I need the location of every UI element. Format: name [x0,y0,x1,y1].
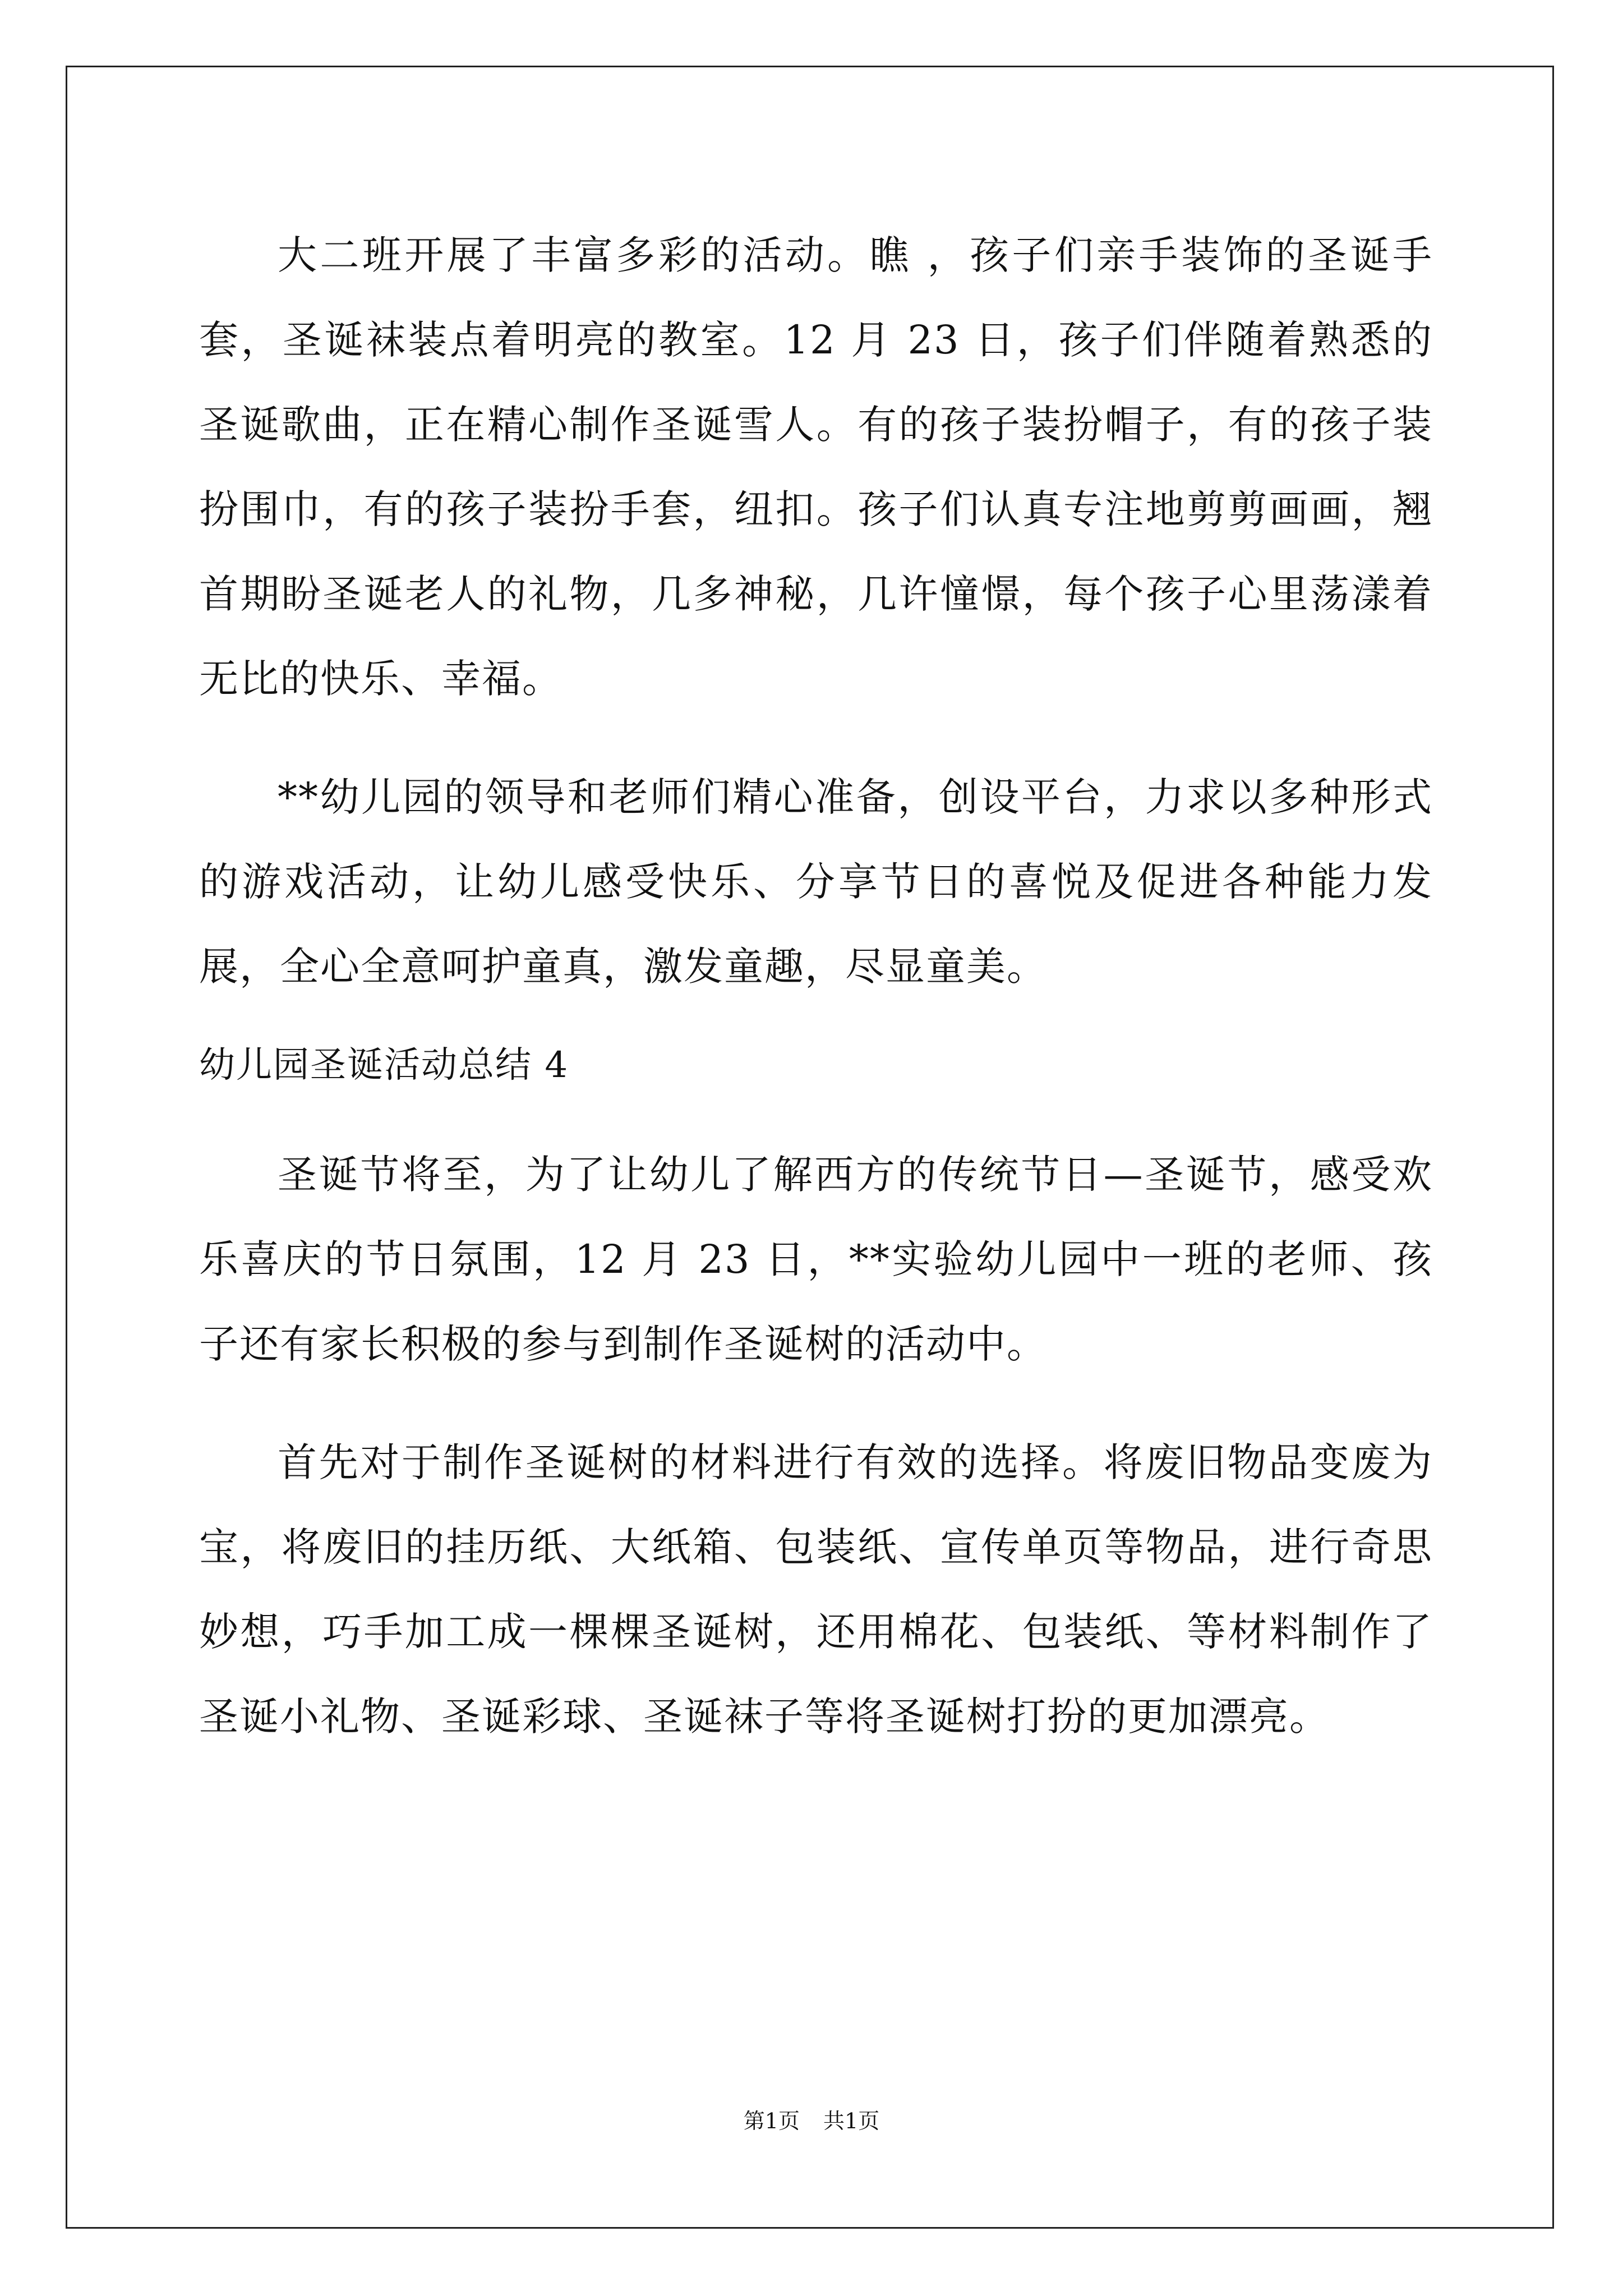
page-number-total: 共1页 [823,2109,880,2133]
section-heading: 幼儿园圣诞活动总结 4 [199,1045,569,1086]
document-body [199,213,1433,1759]
page-number-current: 第1页 [743,2109,800,2133]
paragraph-kindergarten-leaders: **幼儿园的领导和老师们精心准备，创设平台，力求以多种形式的游戏活动，让幼儿感受快乐、分享节日的喜悦及促进各种能力发展，全心全意呵护童真，激发童趣，尽显童美。 [199,774,1433,990]
paragraph-class-activities: 大二班开展了丰富多彩的活动。瞧 ，孩子们亲手装饰的圣诞手套，圣诞袜装点着明亮的教室。12 月 23 日，孩子们伴随着熟悉的圣诞歌曲，正在精心制作圣诞雪人。有的孩子装扮帽子，有的孩子装扮围巾，有的孩子装扮手套，纽扣。孩子们认真专注地剪剪画画，翘首期盼圣诞老人的礼物，几多神秘，几许憧憬，每个孩子心里荡漾着无比的快乐、幸福。 [199,232,1433,702]
paragraph-materials-selection: 首先对于制作圣诞树的材料进行有效的选择。将废旧物品变废为宝，将废旧的挂历纸、大纸箱、包装纸、宣传单页等物品，进行奇思妙想，巧手加工成一棵棵圣诞树，还用棉花、包装纸、等材料制作了圣诞小礼物、圣诞彩球、圣诞袜子等将圣诞树打扮的更加漂亮。 [199,1439,1433,1740]
paragraph-christmas-tree-event: 圣诞节将至，为了让幼儿了解西方的传统节日—圣诞节，感受欢乐喜庆的节日氛围，12 月 23 日，**实验幼儿园中一班的老师、孩子还有家长积极的参与到制作圣诞树的活动中。 [199,1152,1433,1367]
page-footer [0,2107,1623,2135]
